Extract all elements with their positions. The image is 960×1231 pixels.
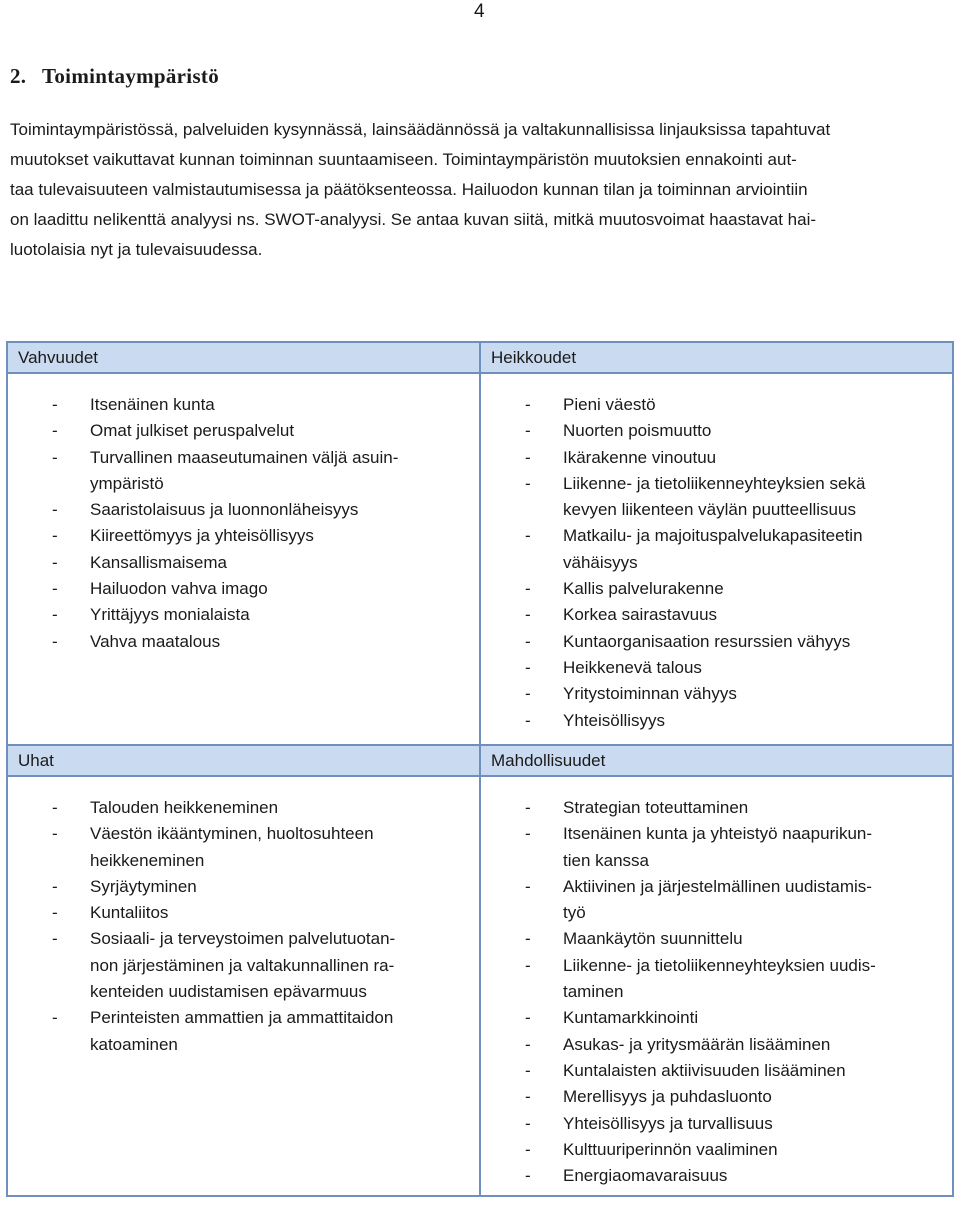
list-item [48,926,469,1005]
list-item [521,681,942,707]
list-item-line: heikkeneminen [90,850,205,870]
list-item-line: - Kulttuuriperinnön vaaliminen [563,1139,778,1159]
list-item [521,602,942,628]
list-item-line: - Syrjäytyminen [90,876,197,896]
swot-table [6,341,954,1197]
list-item-line: ympäristö [90,473,164,493]
list-item [48,602,469,628]
list-item [48,523,469,549]
list-item [521,874,942,927]
list-item-line: - Aktiivinen ja järjestelmällinen uudistamis- [563,876,872,896]
list-item-line: - Pieni väestö [563,395,656,414]
list-item [48,392,469,418]
list-item-line: - Maankäytön suunnittelu [563,929,743,949]
list-item [521,471,942,524]
list-item [48,550,469,576]
list-item-line: - Hailuodon vahva imago [90,579,268,599]
list-item [48,821,469,874]
list-item [521,1005,942,1031]
threats-header: Uhat [7,745,480,776]
intro-paragraph [10,115,955,265]
list-item [521,523,942,576]
opportunities-list [521,795,942,1189]
list-item [521,1111,942,1137]
list-item-line: - Asukas- ja yritysmäärän lisääminen [563,1034,831,1054]
list-item [48,418,469,444]
intro-line: Toimintaympäristössä, palveluiden kysynnässä, lainsäädännössä ja valtakunnallisissa linjauksissa tapahtuvat [10,120,831,139]
list-item-line: - Perinteisten ammattien ja ammattitaidon [90,1008,394,1028]
list-item [48,900,469,926]
list-item [521,418,942,444]
list-item-line: - Kuntamarkkinointi [563,1008,699,1028]
list-item [48,576,469,602]
threats-list [48,795,469,1058]
list-item-line: - Korkea sairastavuus [563,605,718,625]
list-item-line: - Sosiaali- ja terveystoimen palvelutuotan- [90,929,396,949]
list-item-line: - Heikkenevä talous [563,657,702,677]
list-item-line: - Saaristolaisuus ja luonnonläheisyys [90,500,359,520]
list-item-line: - Kuntalaisten aktiivisuuden lisääminen [563,1060,846,1080]
strengths-header: Vahvuudet [7,342,480,373]
list-item-line: - Yhteisöllisyys [563,710,666,730]
intro-line: muutokset vaikuttavat kunnan toiminnan suuntaamiseen. Toimintaympäristön muutoksien ennakointi aut- [10,150,797,169]
list-item-line: - Kuntaliitos [90,903,169,923]
list-item [521,1163,942,1189]
weaknesses-cell [480,373,953,745]
list-item-line: - Strategian toteuttaminen [563,798,749,817]
list-item-line: - Vahva maatalous [90,631,221,651]
list-item-line: - Talouden heikkeneminen [90,798,279,817]
list-item-line: - Turvallinen maaseutumainen väljä asuin- [90,447,399,467]
list-item-line: - Nuorten poismuutto [563,421,712,441]
list-item [521,708,942,734]
list-item [48,445,469,498]
list-item-line: - Kiireettömyys ja yhteisöllisyys [90,526,314,546]
list-item-line: - Itsenäinen kunta ja yhteistyö naapurikun- [563,824,873,844]
list-item [521,576,942,602]
list-item-line: - Yhteisöllisyys ja turvallisuus [563,1113,773,1133]
list-item [48,1005,469,1058]
list-item-line: - Omat julkiset peruspalvelut [90,421,295,441]
list-item [48,874,469,900]
list-item-line: katoaminen [90,1034,178,1054]
strengths-list [48,392,469,655]
strengths-cell [7,373,480,745]
list-item-line: - Matkailu- ja majoituspalvelukapasiteetin [563,526,863,546]
list-item-line: kenteiden uudistamisen epävarmuus [90,982,367,1002]
intro-line: taa tulevaisuuteen valmistautumisessa ja päätöksenteossa. Hailuodon kunnan tilan ja toiminnan arviointiin [10,180,808,199]
section-heading [10,62,219,90]
list-item [521,392,942,418]
list-item-line: - Kansallismaisema [90,552,227,572]
opportunities-header: Mahdollisuudet [480,745,953,776]
opportunities-cell [480,776,953,1196]
list-item [521,926,942,952]
list-item-line: - Liikenne- ja tietoliikenneyhteyksien sekä [563,473,866,493]
list-item [521,445,942,471]
list-item [521,1084,942,1110]
list-item-line: - Itsenäinen kunta [90,395,215,414]
list-item-line: - Yrittäjyys monialaista [90,605,250,625]
list-item-line: työ [563,903,586,923]
list-item [521,953,942,1006]
list-item [521,1137,942,1163]
list-item-line: - Yritystoiminnan vähyys [563,684,737,704]
intro-line: on laadittu nelikenttä analyysi ns. SWOT-analyysi. Se antaa kuvan siitä, mitkä muutosvoimat haastavat hai- [10,210,817,229]
list-item [48,497,469,523]
list-item-line: tien kanssa [563,850,649,870]
list-item-line: vähäisyys [563,552,638,572]
page-number: 4 [474,1,485,22]
intro-line: luotolaisia nyt ja tulevaisuudessa. [10,240,263,259]
list-item-line: - Energiaomavaraisuus [563,1166,728,1186]
weaknesses-header: Heikkoudet [480,342,953,373]
section-title: Toimintaympäristö [42,64,220,88]
weaknesses-list [521,392,942,734]
list-item-line: - Ikärakenne vinoutuu [563,447,717,467]
list-item [521,1058,942,1084]
list-item [521,795,942,821]
list-item [48,795,469,821]
list-item [521,1032,942,1058]
list-item [521,629,942,655]
list-item [521,655,942,681]
list-item-line: - Kallis palvelurakenne [563,579,724,599]
threats-cell [7,776,480,1196]
list-item-line: kevyen liikenteen väylän puutteellisuus [563,500,856,520]
list-item [521,821,942,874]
list-item-line: - Kuntaorganisaation resurssien vähyys [563,631,851,651]
list-item-line: taminen [563,982,624,1002]
list-item-line: - Merellisyys ja puhdasluonto [563,1087,772,1107]
list-item [48,629,469,655]
list-item-line: non järjestäminen ja valtakunnallinen ra- [90,955,395,975]
list-item-line: - Liikenne- ja tietoliikenneyhteyksien uudis- [563,955,876,975]
section-number: 2. [10,64,27,88]
list-item-line: - Väestön ikääntyminen, huoltosuhteen [90,824,374,844]
